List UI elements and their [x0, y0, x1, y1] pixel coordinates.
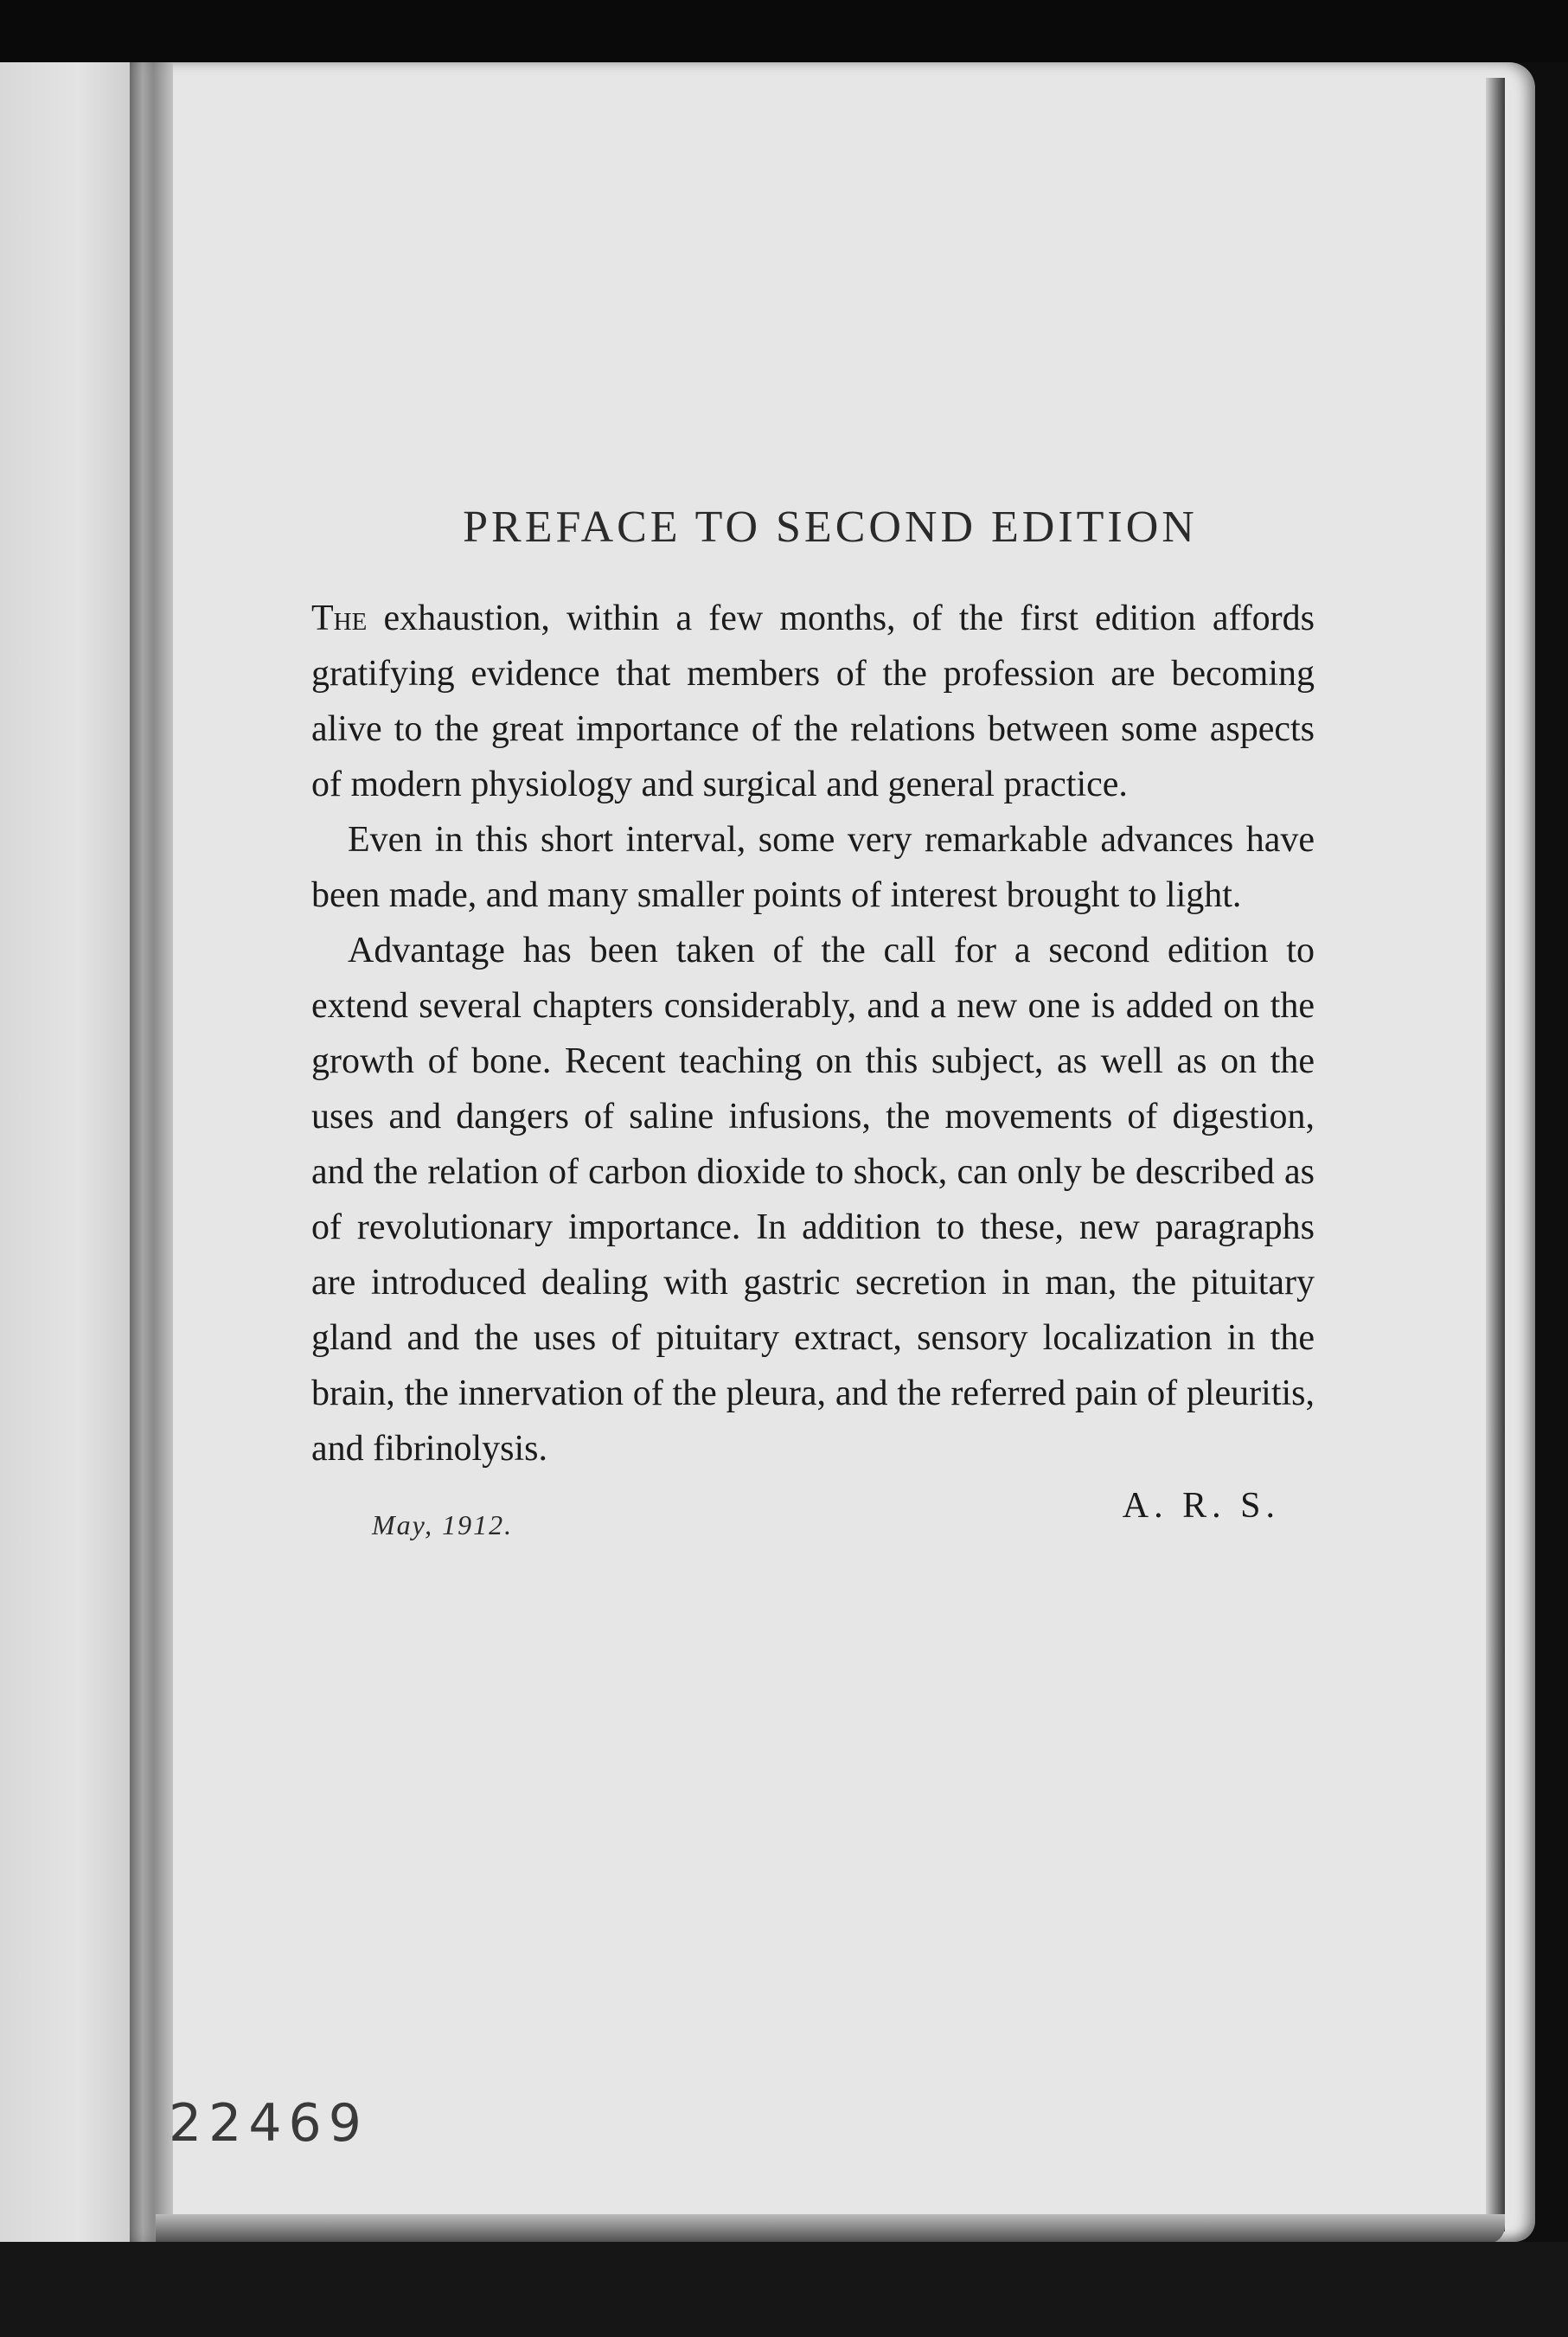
preface-paragraph-1	[311, 591, 1315, 812]
preface-paragraph-3	[311, 923, 1315, 1476]
preface-paragraph-2	[311, 812, 1315, 923]
drop-lead-word: The	[311, 599, 368, 638]
paragraph-text: Advantage has been taken of the call for a second edition to extend several chapters considerably, and a new one is added on the growth of bone. Recent teaching on this subject, as well as on the uses and dangers of saline infusions, the movements of digestion, and the relation of carbon dioxide to shock, can only be described as of revolutionary importance. In addition to these, new paragraphs are introduced dealing with gastric secretion in man, the pituitary gland and the uses of pituitary extract, sensory localization in the brain, the innervation of the pleura, and the referred pain of pleuritis, and fibrinolysis.	[311, 931, 1315, 1469]
page-right-edge	[1486, 78, 1505, 2231]
handwritten-accession-number: 22469	[169, 2093, 368, 2154]
preface-title: PREFACE TO SECOND EDITION	[463, 503, 1198, 552]
page-bottom-edge	[156, 2214, 1505, 2244]
scan-bottom-border	[0, 2242, 1568, 2337]
facing-page-edge	[0, 62, 130, 2242]
paragraph-text: exhaustion, within a few months, of the first edition affords gratifying evidence that members of the profession are becoming alive to the great importance of the relations between some aspects of modern physiology and surgical and general practice.	[311, 599, 1315, 804]
scan-top-border	[0, 0, 1568, 62]
book-gutter	[130, 62, 173, 2242]
preface-section	[311, 502, 1315, 1563]
signoff	[311, 1485, 1315, 1563]
paragraph-text: Even in this short interval, some very remarkable advances have been made, and many smaller points of interest brought to light.	[311, 820, 1315, 915]
preface-date: May, 1912.	[372, 1509, 514, 1540]
author-initials: A. R. S.	[1122, 1486, 1280, 1526]
